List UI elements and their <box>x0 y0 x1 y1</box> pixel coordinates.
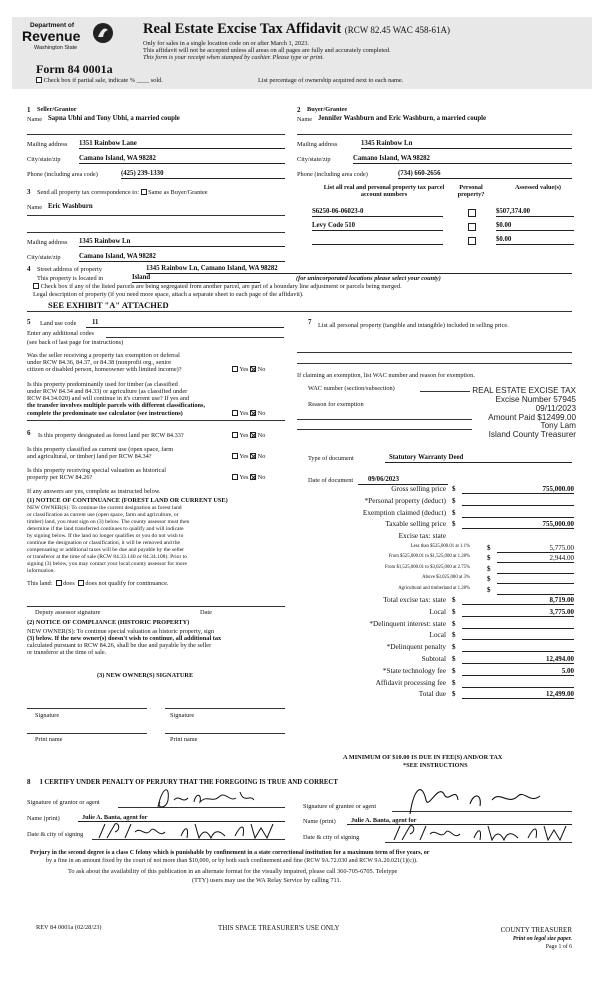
alt-format-line2: (TTY) users may use the WA Relay Service by calling 711. <box>192 877 342 884</box>
does-not-checkbox[interactable] <box>78 580 84 586</box>
dollar-sign: $ <box>487 554 491 563</box>
yes-checkbox[interactable] <box>232 366 238 372</box>
notice1-title: (1) NOTICE OF CONTINUANCE (FOREST LAND OR CURRENT USE) <box>27 497 228 504</box>
tax-row-label: Agricultural and timberland at 1.28% <box>398 585 470 591</box>
dollar-sign: $ <box>452 619 456 628</box>
dollar-sign: $ <box>452 655 456 663</box>
tax-row-label: Less than $525,000.01 at 1.1% <box>410 544 470 549</box>
correspondence-mailing-label: Mailing address <box>27 239 68 246</box>
grantor-name-label: Name (print) <box>27 815 60 822</box>
segregated-check: Check box if any of the listed parcels are being segregated from another parcel, are part of a boundary line adjustment or parcels being merged. <box>33 283 402 290</box>
section3-number: 3 <box>27 188 31 196</box>
assessed-value[interactable]: $0.00 <box>496 236 574 245</box>
form-title: Real Estate Excise Tax Affidavit (RCW 82.45 WAC 458-61A) <box>143 21 450 37</box>
tax-row-label: *Personal property (deduct) <box>364 495 446 505</box>
dollar-sign: $ <box>452 607 456 616</box>
partial-sale: Check box if partial sale, indicate % ____ sold. <box>36 77 163 84</box>
owner-signature-label-2: Signature <box>170 712 195 719</box>
same-as-buyer-checkbox[interactable] <box>141 189 147 195</box>
tax-row-label: Affidavit processing fee <box>375 677 446 687</box>
tax-row-label: Total excise tax: state <box>383 595 446 604</box>
q-forest: Is this property designated as forest land per RCW 84.33? <box>38 432 184 439</box>
dollar-sign: $ <box>452 485 456 493</box>
seller-city[interactable]: Camano Island, WA 98282 <box>79 155 285 164</box>
buyer-name[interactable]: Jennifer Washburn and Eric Washburn, a married couple <box>318 115 487 122</box>
segregated-checkbox[interactable] <box>33 283 39 289</box>
dollar-sign: $ <box>452 631 456 640</box>
tax-row-label: Excise tax: state <box>398 531 446 541</box>
form-number: Form 84 0001a <box>36 62 113 76</box>
dollar-sign: $ <box>452 678 456 687</box>
buyer-phone[interactable]: (734) 660-2656 <box>398 170 572 179</box>
land-use-label: Land use code <box>40 320 77 327</box>
dollar-sign: $ <box>452 496 456 505</box>
alt-format-line1: To ask about the availability of this publication in an alternate format for the visually impaired, please call 360-705-6705. Teletype <box>68 868 398 875</box>
owner-print-name-2: Print name <box>170 736 198 743</box>
tax-row-value[interactable]: 8,719.00 <box>462 596 574 605</box>
dollar-sign: $ <box>452 666 456 675</box>
tax-row-label: Gross selling price <box>391 484 446 493</box>
perjury-line2: by a fine in an amount fixed by the court of not more than $10,000, or by both such confinement and fine (RCW 9A.72.030 and RCW 9A.20.021(1)(c)). <box>46 858 418 864</box>
doc-date-label: Date of document <box>308 477 354 484</box>
seller-mailing[interactable]: 1351 Rainbow Lane <box>79 140 285 149</box>
tax-row-label: *State technology fee <box>382 665 446 675</box>
tax-row-label: From $525,000.01 to $1,525,000 at 1.28% <box>388 554 470 560</box>
yes-checkbox[interactable] <box>232 432 238 438</box>
tax-row-label: Exemption claimed (deduct) <box>362 507 446 517</box>
header-note3: This form is your receipt when stamped by cashier. Please type or print. <box>143 54 324 61</box>
ownership-note: List percentage of ownership acquired next to each name. <box>258 77 404 84</box>
tax-row-value[interactable]: 12,494.00 <box>462 655 574 664</box>
correspondence-heading: Send all property tax correspondence to: Same as Buyer/Grantee <box>37 189 208 196</box>
yes-checkbox[interactable] <box>232 474 238 480</box>
section7-number: 7 <box>308 318 312 326</box>
certify-statement: I CERTIFY UNDER PENALTY OF PERJURY THAT THE FOREGOING IS TRUE AND CORRECT <box>40 779 338 786</box>
buyer-name-label: Name <box>297 116 313 123</box>
correspondence-mailing[interactable]: 1345 Rainbow Ln <box>79 238 285 247</box>
seller-mailing-label: Mailing address <box>27 141 68 148</box>
dollar-sign: $ <box>487 585 491 594</box>
perjury-line1: Perjury in the second degree is a class C felony which is punishable by confinement in a state correctional institution for a maximum term of five years, or <box>30 850 430 856</box>
grantee-signature-label: Signature of grantee or agent <box>303 803 377 810</box>
seller-name[interactable]: Sapna Ubhi and Tony Ubhi, a married couple <box>48 115 180 122</box>
tax-row-value[interactable]: 755,000.00 <box>462 520 574 529</box>
correspondence-name-label: Name <box>27 204 43 211</box>
tax-row-value[interactable]: 2,944.00 <box>497 554 574 563</box>
parcel-number[interactable]: Levy Code 510 <box>312 222 443 231</box>
tax-row-label: Subtotal <box>421 654 446 663</box>
tax-row-value[interactable]: 755,000.00 <box>462 485 574 494</box>
tax-row-value[interactable]: 12,499.00 <box>462 690 574 699</box>
section1-number: 1 <box>27 106 31 114</box>
parcel-number[interactable]: S6250-06-06023-0 <box>312 208 443 217</box>
parcel-col2-header: Personal property? <box>457 184 485 199</box>
grantee-signature-icon <box>400 780 560 818</box>
header-note1: Only for sales in a single location code on or after March 1, 2023. <box>143 40 309 47</box>
land-use-code[interactable]: 11 <box>86 319 284 328</box>
grantee-name[interactable]: Julie A. Banta, agent for <box>347 817 572 825</box>
wac-label: WAC number (section/subsection) <box>308 385 395 392</box>
exemption-label: If claiming an exemption, list WAC number and reason for exemption. <box>297 372 475 379</box>
correspondence-name[interactable]: Eric Washburn <box>48 203 93 210</box>
owner-print-name-1: Print name <box>35 736 63 743</box>
deputy-date-label: Date <box>200 609 212 616</box>
doc-type-label: Type of document <box>308 455 354 462</box>
correspondence-city[interactable]: Camano Island, WA 98282 <box>79 253 285 262</box>
dept-line2: Revenue <box>22 28 81 44</box>
unincorporated-note: (for unincorporated locations please select your county) <box>296 275 441 282</box>
grantee-date-city-label: Date & city of signing <box>303 834 360 841</box>
tax-row-value[interactable] <box>497 575 574 584</box>
exhibit-text[interactable]: SEE EXHIBIT "A" ATTACHED <box>48 300 169 310</box>
personal-property-checkbox[interactable] <box>468 209 476 217</box>
personal-property-checkbox[interactable] <box>468 237 476 245</box>
seller-phone-label: Phone (including area code) <box>27 171 98 178</box>
assessed-value[interactable]: $507,374.00 <box>496 208 574 217</box>
legal-description-label: Legal description of property (if you need more space, attach a separate sheet to each page of the affidavit). <box>33 291 304 298</box>
revenue-logo-icon <box>92 22 114 44</box>
tax-row-value[interactable] <box>462 532 574 540</box>
correspondence-city-label: City/state/zip <box>27 254 61 261</box>
see-instructions: *SEE INSTRUCTIONS <box>403 762 468 769</box>
no-checkbox[interactable] <box>250 474 256 480</box>
yes-no: Yes No <box>232 453 265 460</box>
tax-row-value[interactable] <box>462 497 574 506</box>
yes-no: Yes No <box>232 474 265 481</box>
no-checkbox[interactable] <box>250 366 256 372</box>
grantor-date-city-label: Date & city of signing <box>27 831 84 838</box>
grantor-name[interactable]: Julie A. Banta, agent for <box>78 814 285 822</box>
buyer-city-label: City/state/zip <box>297 156 331 163</box>
yes-no: Yes No <box>232 366 265 373</box>
tax-row-value[interactable]: 3,775.00 <box>462 608 574 617</box>
seller-phone[interactable]: (425) 239-1330 <box>121 170 285 179</box>
section2-number: 2 <box>297 106 301 114</box>
tax-row-label: Above $3,025,000 at 3% <box>422 575 470 581</box>
dor-logo <box>22 22 122 60</box>
dollar-sign: $ <box>487 564 491 573</box>
section8-number: 8 <box>27 778 31 786</box>
street-address-label: Street address of property <box>37 266 102 273</box>
dept-line1: Department of <box>30 22 75 29</box>
parcel-col1-header: List all real and personal property tax parcel account numbers <box>323 184 445 199</box>
dollar-sign: $ <box>452 508 456 517</box>
buyer-city[interactable]: Camano Island, WA 98282 <box>353 155 572 164</box>
buyer-mailing-label: Mailing address <box>297 141 338 148</box>
parcel-number[interactable] <box>312 236 443 245</box>
tax-row-value[interactable] <box>497 565 574 574</box>
tax-row-value[interactable] <box>462 631 574 640</box>
seller-city-label: City/state/zip <box>27 156 61 163</box>
additional-codes-label: Enter any additional codes <box>27 330 94 337</box>
owner-signature-label-1: Signature <box>35 712 60 719</box>
grantor-signature-label: Signature of grantor or agent <box>27 799 100 806</box>
street-address[interactable]: 1345 Rainbow Ln, Camano Island, WA 98282 <box>146 265 572 274</box>
owner-signature-heading: (3) NEW OWNER(S) SIGNATURE <box>97 672 194 679</box>
grantee-name-label: Name (print) <box>303 818 336 825</box>
no-checkbox[interactable] <box>250 432 256 438</box>
tax-row-label: *Delinquent penalty <box>386 642 446 652</box>
buyer-mailing[interactable]: 1345 Rainbow Ln <box>361 140 572 149</box>
personal-property-label: List all personal property (tangible and intangible) included in selling price. <box>318 322 509 329</box>
this-land: This land: does does not qualify for continuance. <box>27 580 169 587</box>
tax-row-value[interactable]: 5.00 <box>462 667 574 676</box>
no-checkbox[interactable] <box>250 453 256 459</box>
section5-number: 5 <box>27 318 31 326</box>
tax-row-value[interactable] <box>462 679 574 688</box>
located-label: This property is located in <box>37 275 104 282</box>
minimum-fee-note: A MINIMUM OF $10.00 IS DUE IN FEE(S) AND/OR TAX <box>343 754 503 761</box>
yes-checkbox[interactable] <box>232 410 238 416</box>
no-checkbox[interactable] <box>250 410 256 416</box>
tax-row-value[interactable] <box>497 586 574 595</box>
tax-row-label: Local <box>429 606 446 616</box>
header-note2: This affidavit will not be accepted unless all areas on all pages are fully and accurately completed. <box>143 47 391 54</box>
tax-row-label: *Delinquent interest: state <box>369 618 446 628</box>
tax-row-label: From $1,525,000.01 to $3,025,000 at 2.75% <box>384 564 470 570</box>
partial-sale-checkbox[interactable] <box>36 77 42 83</box>
tax-row-label: Local <box>429 630 446 640</box>
county-treasurer: COUNTY TREASURER <box>500 926 572 934</box>
tax-row-value[interactable]: 5,775.00 <box>497 544 574 553</box>
see-back-note: (see back of last page for instructions) <box>27 339 124 346</box>
doc-type[interactable]: Statutory Warranty Deed <box>385 454 572 463</box>
dept-line3: Washington State <box>34 45 78 51</box>
legal-size-note: Print on legal size paper. <box>512 936 572 942</box>
treasurer-stamp: REAL ESTATE EXCISE TAX Excise Number 57945 09/11/2023 Amount Paid $12499.00 Tony Lam Island County Treasurer <box>472 386 576 440</box>
dollar-sign: $ <box>487 544 491 552</box>
notice2-title: (2) NOTICE OF COMPLIANCE (HISTORIC PROPERTY) <box>27 619 190 626</box>
revision-number: REV 84 0001a (02/28/23) <box>36 924 102 931</box>
yes-no: Yes No <box>232 410 265 417</box>
seller-heading: Seller/Grantor <box>37 106 77 113</box>
seller-name-label: Name <box>27 116 43 123</box>
buyer-heading: Buyer/Grantee <box>307 106 348 113</box>
reason-label: Reason for exemption <box>308 401 364 408</box>
dollar-sign: $ <box>452 643 456 652</box>
tax-row-value[interactable] <box>462 509 574 518</box>
tax-row-label: Total due <box>418 689 446 699</box>
treasurer-use-only: THIS SPACE TREASURER'S USE ONLY <box>218 924 340 932</box>
dollar-sign: $ <box>452 690 456 699</box>
assessed-value[interactable]: $0.00 <box>496 222 574 231</box>
does-checkbox[interactable] <box>56 580 62 586</box>
dollar-sign: $ <box>452 596 456 604</box>
yes-checkbox[interactable] <box>232 453 238 459</box>
dollar-sign: $ <box>452 520 456 529</box>
doc-date[interactable]: 09/06/2023 <box>358 476 448 485</box>
section4-number: 4 <box>27 265 31 273</box>
tax-row-value[interactable] <box>462 620 574 629</box>
personal-property-checkbox[interactable] <box>468 223 476 231</box>
tax-row-label: Taxable selling price <box>385 519 446 529</box>
yes-no: Yes No <box>232 432 265 439</box>
section6-number: 6 <box>27 429 31 437</box>
parcel-col3-header: Assessed value(s) <box>514 184 561 191</box>
tax-row-value[interactable] <box>462 643 574 652</box>
located-in[interactable]: Island <box>132 274 260 283</box>
page-number: Page 1 of 6 <box>545 944 572 950</box>
buyer-phone-label: Phone (including area code) <box>297 171 368 178</box>
deputy-label: Deputy assessor signature <box>35 609 101 616</box>
dollar-sign: $ <box>487 575 491 584</box>
